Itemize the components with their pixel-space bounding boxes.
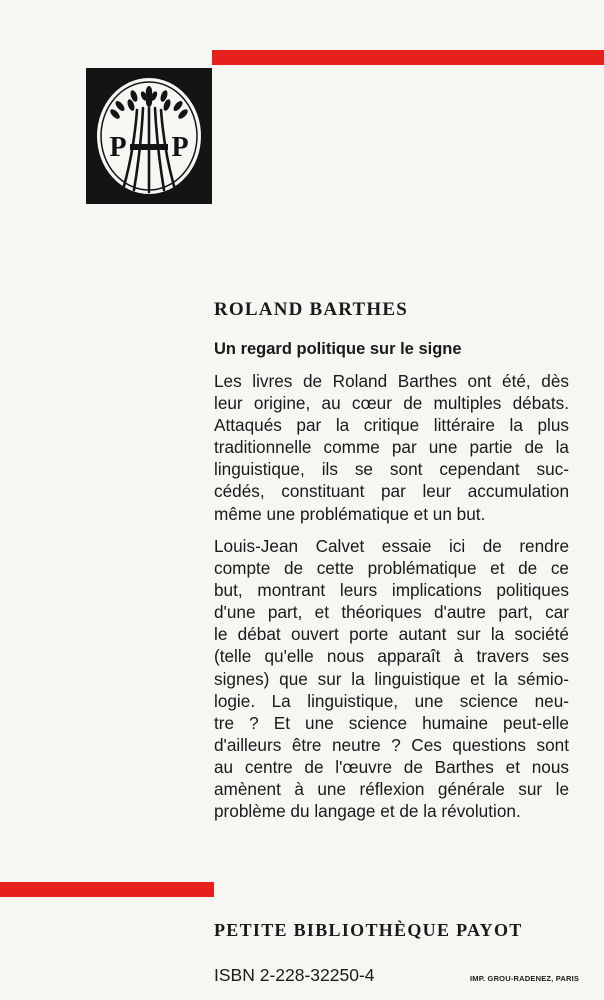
paragraph-line: tre ? Et une science humaine peut-elle bbox=[214, 712, 569, 733]
paragraph-line: le débat ouvert porte autant sur la société bbox=[214, 624, 569, 645]
paragraph-line: amènent à une réflexion générale sur le bbox=[214, 779, 569, 800]
paragraph-line: Louis-Jean Calvet essaie ici de rendre bbox=[214, 536, 569, 556]
paragraph-line: linguistique, ils se sont cependant suc- bbox=[214, 459, 569, 480]
paragraph-line: Attaqués par la critique littéraire la plus bbox=[214, 415, 569, 436]
paragraph-line: but, montrant leurs implications politiques bbox=[214, 580, 569, 601]
series-name: PETITE BIBLIOTHÈQUE PAYOT bbox=[214, 920, 523, 940]
printer-credit: IMP. GROU-RADENEZ, PARIS bbox=[470, 974, 580, 983]
logo-letter-left: P bbox=[109, 132, 127, 163]
top-red-bar bbox=[212, 50, 604, 65]
isbn: ISBN 2-228-32250-4 bbox=[214, 965, 375, 985]
paragraph-line: Les livres de Roland Barthes ont été, dès bbox=[214, 371, 569, 391]
book-subtitle: Un regard politique sur le signe bbox=[214, 340, 462, 358]
paragraph-line: même une problématique et un but. bbox=[214, 503, 486, 524]
wheat-sheaf-icon bbox=[86, 68, 212, 204]
author-name: ROLAND BARTHES bbox=[214, 299, 409, 320]
paragraph-line: au centre de l'œuvre de Barthes et nous bbox=[214, 756, 569, 777]
paragraph-line: d'une part, et théoriques d'autre part, car bbox=[214, 602, 569, 623]
paragraph-line: logie. La linguistique, une science neu- bbox=[214, 690, 569, 711]
publisher-logo bbox=[86, 68, 212, 204]
bottom-red-bar bbox=[0, 882, 214, 897]
paragraph-2 bbox=[214, 535, 569, 822]
paragraph-line: signes) que sur la linguistique et la sémio- bbox=[214, 668, 569, 689]
paragraph-1 bbox=[214, 370, 569, 525]
paragraph-line: compte de cette problématique et de ce bbox=[214, 558, 569, 579]
paragraph-line: (telle qu'elle nous apparaît à travers ses bbox=[214, 646, 569, 667]
paragraph-line: d'ailleurs être neutre ? Ces questions sont bbox=[214, 734, 569, 755]
paragraph-line: traditionnelle comme par une partie de la bbox=[214, 437, 569, 458]
paragraph-line: leur origine, au cœur de multiples débats. bbox=[214, 393, 569, 414]
logo-letter-right: P bbox=[171, 132, 189, 163]
paragraph-line: problème du langage et de la révolution. bbox=[214, 801, 521, 822]
paragraph-line: cédés, constituant par leur accumulation bbox=[214, 481, 569, 502]
